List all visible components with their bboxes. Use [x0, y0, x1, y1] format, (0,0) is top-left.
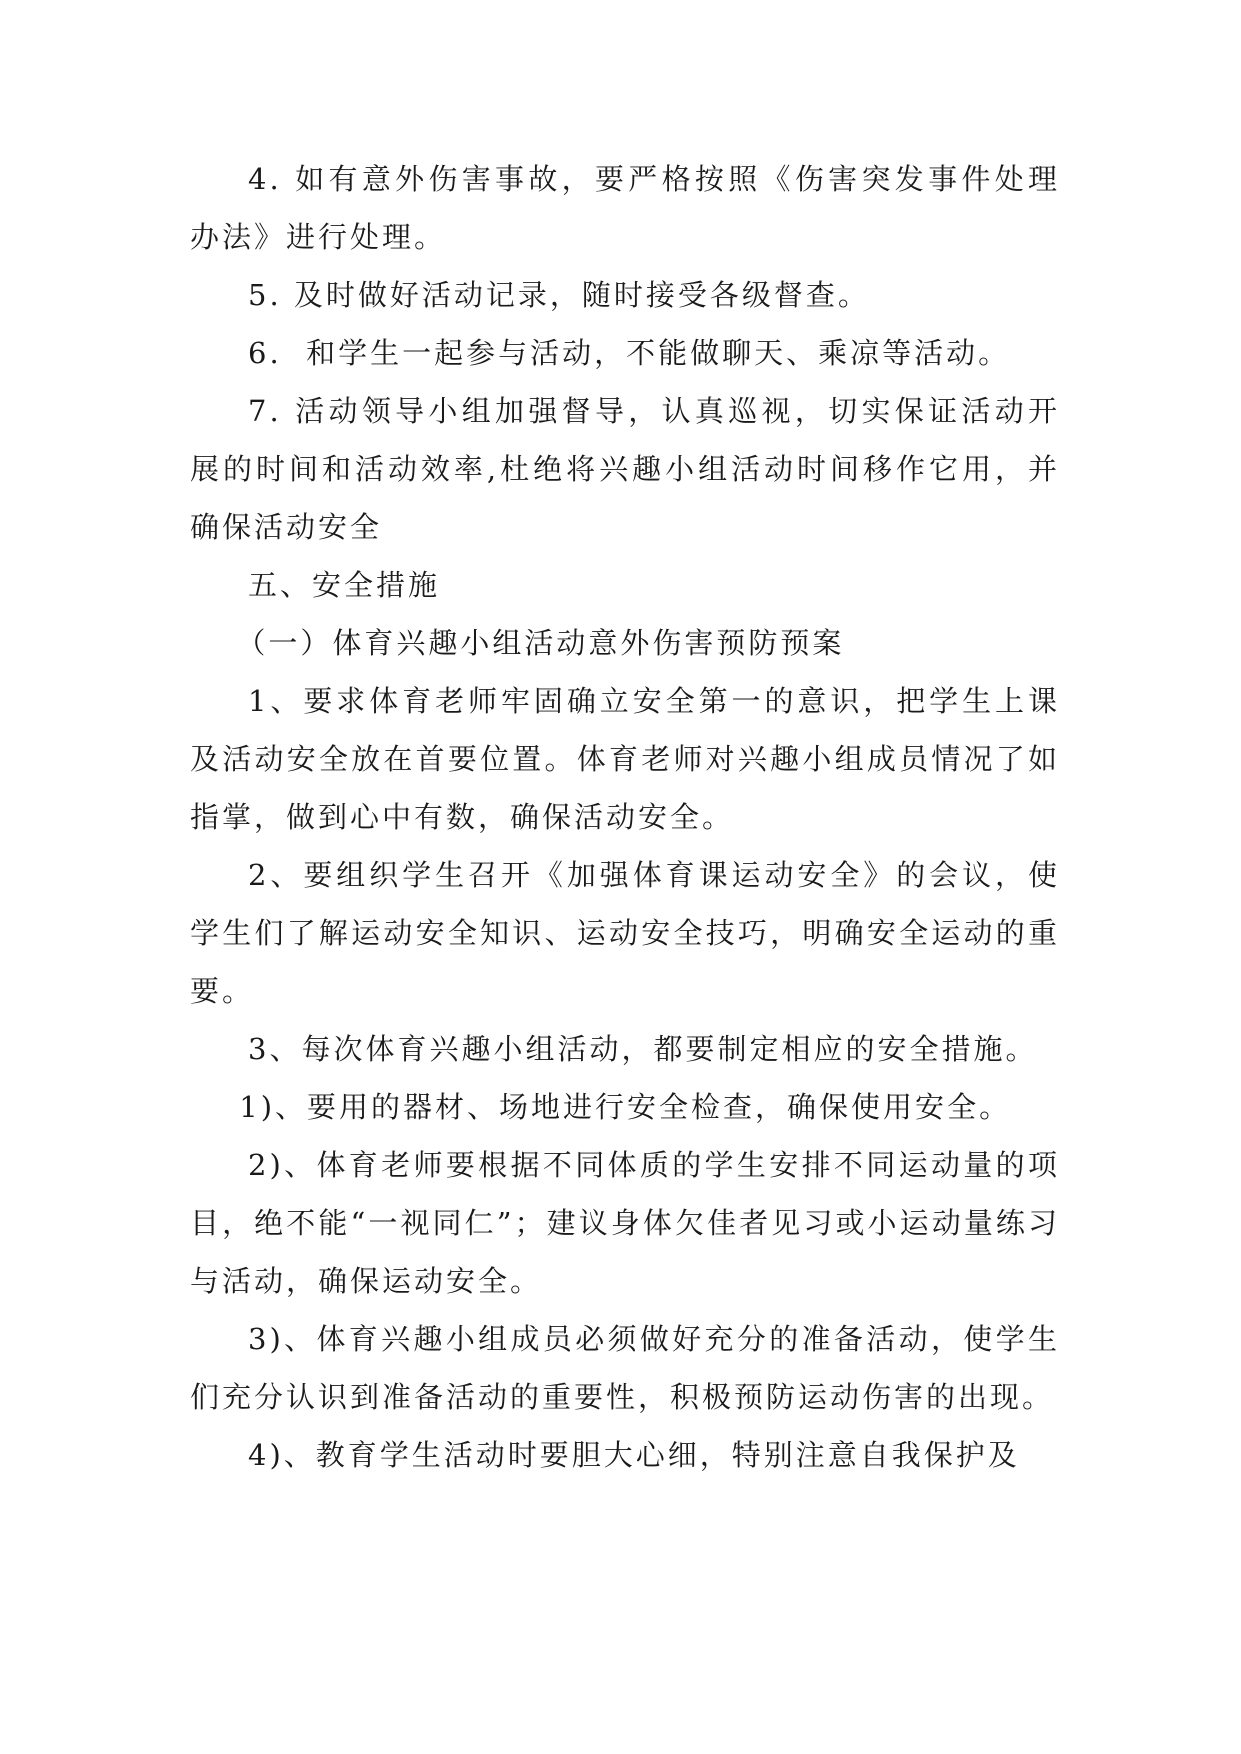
paragraph-item-4: 4. 如有意外伤害事故，要严格按照《伤害突发事件处理办法》进行处理。 [190, 162, 1060, 254]
paragraph-sub-item-1: 1)、要用的器材、场地进行安全检查，确保使用安全。 [239, 1090, 1012, 1124]
paragraph-sub-item-3: 3)、体育兴趣小组成员必须做好充分的准备活动，使学生们充分认识到准备活动的重要性，积极预防运动伤害的出现。 [190, 1322, 1060, 1414]
paragraph-sub-item-2: 2)、体育老师要根据不同体质的学生安排不同运动量的项目，绝不能“一视同仁”；建议身体欠佳者见习或小运动量练习与活动，确保运动安全。 [190, 1148, 1060, 1298]
paragraph-item-6: 6. 和学生一起参与活动，不能做聊天、乘凉等活动。 [248, 336, 1011, 370]
section-heading-safety-measures: 五、安全措施 [248, 568, 441, 602]
document-body [190, 150, 1060, 1484]
paragraph-measure-2: 2、要组织学生召开《加强体育课运动安全》的会议，使学生们了解运动安全知识、运动安全技巧，明确安全运动的重要。 [190, 858, 1060, 1008]
paragraph-sub-item-4: 4)、教育学生活动时要胆大心细，特别注意自我保护及 [248, 1438, 1020, 1472]
paragraph-measure-3: 3、每次体育兴趣小组活动，都要制定相应的安全措施。 [248, 1032, 1038, 1066]
paragraph-item-7: 7. 活动领导小组加强督导，认真巡视，切实保证活动开展的时间和活动效率,杜绝将兴趣小组活动时间移作它用，并确保活动安全 [190, 394, 1060, 544]
paragraph-measure-1: 1、要求体育老师牢固确立安全第一的意识，把学生上课及活动安全放在首要位置。体育老师对兴趣小组成员情况了如指掌，做到心中有数，确保活动安全。 [190, 684, 1060, 834]
paragraph-item-5: 5. 及时做好活动记录，随时接受各级督查。 [248, 278, 870, 312]
subsection-heading-injury-prevention: （一）体育兴趣小组活动意外伤害预防预案 [236, 626, 845, 660]
